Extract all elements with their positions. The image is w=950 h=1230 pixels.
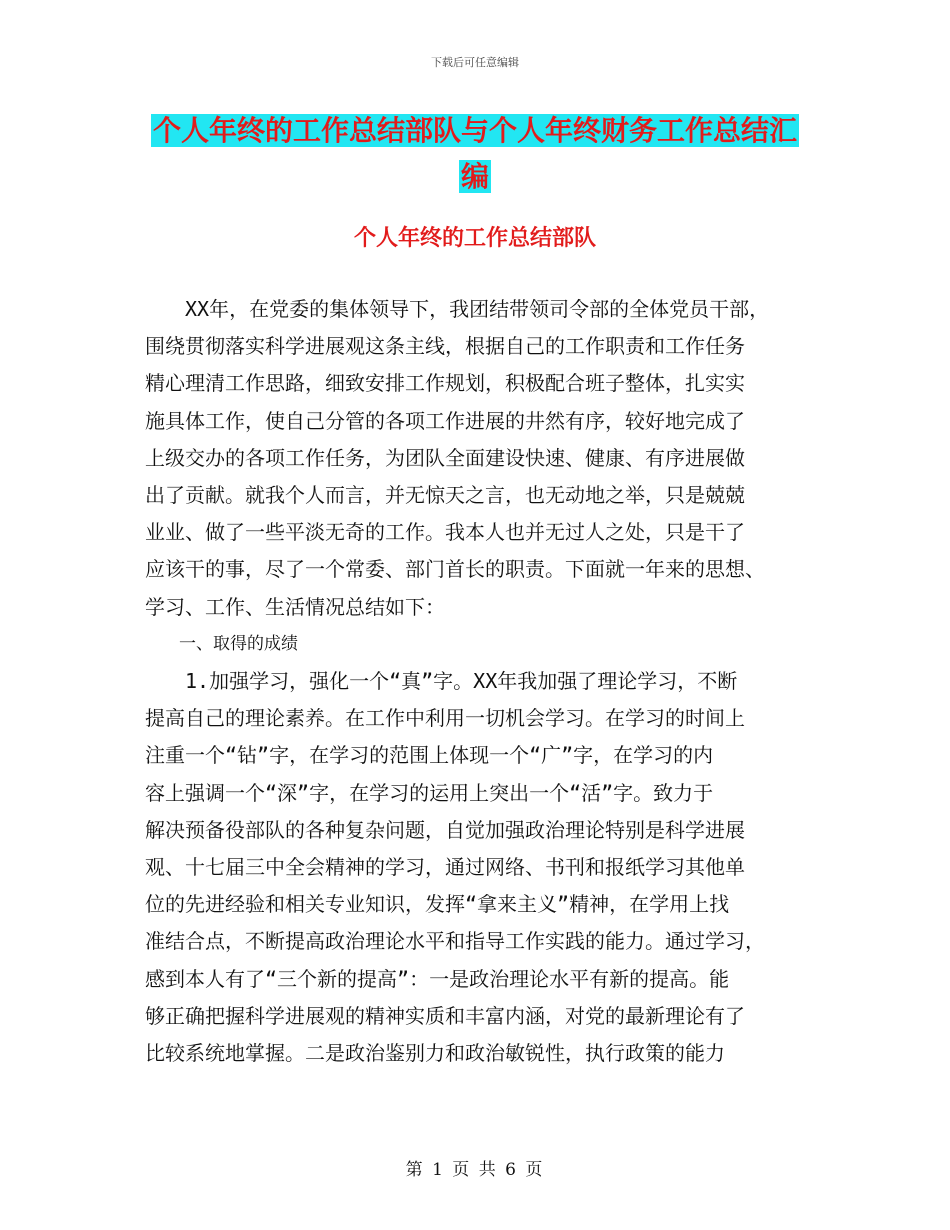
body-line: XX年，在党委的集体领导下，我团结带领司令部的全体党员干部， [145,297,770,321]
body-line: 上级交办的各项工作任务，为团队全面建设快速、健康、有序进展做 [145,445,745,470]
body-line: 提高自己的理论素养。在工作中利用一切机会学习。在学习的时间上 [145,706,745,731]
body-line: 位的先进经验和相关专业知识，发挥“拿来主义”精神，在学用上找 [145,892,730,917]
body-line: 注重一个“钻”字，在学习的范围上体现一个“广”字，在学习的内 [145,743,714,768]
section-heading: 一、取得的成绩 [145,633,298,654]
body-line: 1.加强学习，强化一个“真”字。XX年我加强了理论学习，不断 [145,669,738,694]
body-line: 出了贡献。就我个人而言，并无惊天之言，也无动地之举，只是兢兢 [145,483,745,508]
title-line-2: 编 [460,160,489,193]
body-line: 施具体工作，使自己分管的各项工作进展的井然有序，较好地完成了 [145,408,745,433]
body-line: 围绕贯彻落实科学进展观这条主线，根据自己的工作职责和工作任务 [145,334,745,359]
body-line: 观、十七届三中全会精神的学习，通过网络、书刊和报纸学习其他单 [145,855,745,880]
section-title: 个人年终的工作总结部队 [353,225,596,251]
body-line: 容上强调一个“深”字，在学习的运用上突出一个“活”字。致力于 [145,780,714,805]
body-line: 应该干的事，尽了一个常委、部门首长的职责。下面就一年来的思想、 [145,557,765,582]
page-footer: 第 1 页 共 6 页 [405,1160,545,1180]
body-line: 解决预备役部队的各种复杂问题，自觉加强政治理论特别是科学进展 [145,817,745,842]
body-line: 感到本人有了“三个新的提高”：一是政治理论水平有新的提高。能 [145,966,730,991]
body-line: 准结合点，不断提高政治理论水平和指导工作实践的能力。通过学习， [145,929,765,954]
body-line: 学习、工作、生活情况总结如下： [145,594,445,619]
title-line-1: 个人年终的工作总结部队与个人年终财务工作总结汇 [152,114,797,147]
body-text [145,291,805,1072]
body-line: 够正确把握科学进展观的精神实质和丰富内涵，对党的最新理论有了 [145,1003,745,1028]
document-title [0,108,950,200]
body-line: 业业、做了一些平淡无奇的工作。我本人也并无过人之处，只是干了 [145,520,745,545]
body-line: 精心理清工作思路，细致安排工作规划，积极配合班子整体，扎实实 [145,371,745,396]
body-line: 比较系统地掌握。二是政治鉴别力和政治敏锐性，执行政策的能力 [145,1041,725,1066]
header-note: 下载后可任意编辑 [431,56,519,69]
